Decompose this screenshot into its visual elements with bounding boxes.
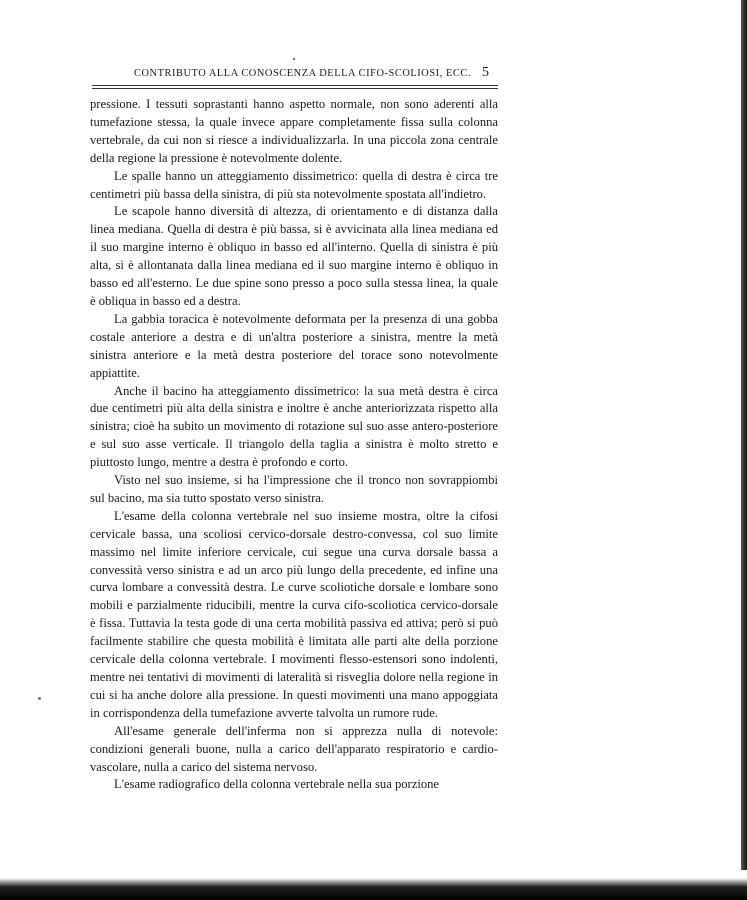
paragraph: Le spalle hanno un atteggiamento dissimetrico: quella di destra è circa tre centimetri più bassa della sinistra, di più sta notevolmente spostata all'indietro. xyxy=(90,168,498,201)
header-double-rule xyxy=(92,85,498,89)
scan-bottom-edge xyxy=(0,878,747,900)
paragraph: All'esame generale dell'inferma non si apprezza nulla di notevole: condizioni generali buone, nulla a carico dell'apparato respiratorio e cardio-vascolare, nulla a carico del sistema nervoso. xyxy=(90,723,498,774)
running-title: CONTRIBUTO ALLA CONOSCENZA DELLA CIFO-SCOLIOSI, ECC. xyxy=(134,68,471,79)
paragraph: Le scapole hanno diversità di altezza, di orientamento e di distanza dalla linea mediana. Quella di destra è più bassa, si è avvicinata alla linea mediana ed il suo margine interno è obliquo in basso ed all'interno. Quella di sinistra è più alta, si è allontanata dalla linea mediana ed il suo margine interno è obliquo in basso ed all'esterno. Le due spine sono presso a poco sulla stessa linea, la quale è obliqua in basso ed a destra. xyxy=(90,204,498,308)
paragraph: La gabbia toracica è notevolmente deformata per la presenza di una gobba costale anteriore a destra e di un'altra posteriore a sinistra, mentre la metà sinistra anteriore e la metà destra posteriore del torace sono notevolmente appiattite. xyxy=(90,311,498,380)
margin-speck xyxy=(38,697,41,700)
paragraph: L'esame radiografico della colonna vertebrale nella sua porzione xyxy=(114,777,440,792)
paragraph: pressione. I tessuti soprastanti hanno aspetto normale, non sono aderenti alla tumefazione stessa, la quale invece appare completamente fissa sulla colonna vertebrale, da cui non si riesce a individualizzarla. In una piccola zona centrale della regione la pressione è notevolmente dolente. xyxy=(90,97,498,165)
paragraph: L'esame della colonna vertebrale nel suo insieme mostra, oltre la cifosi cervicale bassa, una scoliosi cervico-dorsale destro-convessa, col suo limite massimo nel limite inferiore cervicale, cui segue una curva dorsale bassa a convessità verso sinistra e ad un arco più lungo della precedente, ed infine una curva lombare a convessità destra. Le curve scoliotiche dorsale e lombare sono mobili e parzialmente riducibili, mentre la curva cifo-scoliotica cervico-dorsale è fissa. Tuttavia la testa gode di una certa mobilità passiva ed attiva; però si può facilmente stabilire che questa mobilità è limitata alle parti alte della porzione cervicale della colonna vertebrale. I movimenti flesso-estensori sono indolenti, mentre nei tentativi di movimenti di lateralità si risveglia dolore nella regione in cui si ha anche dolore alla pressione. In questi movimenti una mano appoggiata in corrispondenza della tumefazione avverte talvolta un rumore rude. xyxy=(90,508,498,720)
scan-speck xyxy=(293,58,295,60)
paragraph: Visto nel suo insieme, si ha l'impressione che il tronco non sovrappiombi sul bacino, ma sia tutto spostato verso sinistra. xyxy=(90,473,498,505)
body-text xyxy=(90,96,498,794)
paragraph: Anche il bacino ha atteggiamento dissimetrico: la sua metà destra è circa due centimetri più alta della sinistra e inoltre è anche anteriorizzata rispetto alla sinistra; cioè ha subito un movimento di rotazione sul suo asse antero-posteriore e sul suo asse verticale. Il triangolo della taglia a sinistra è molto stretto e piuttosto lungo, mentre a destra è profondo e corto. xyxy=(90,383,498,470)
scan-page-edge xyxy=(741,0,747,870)
page-number: 5 xyxy=(482,65,489,80)
